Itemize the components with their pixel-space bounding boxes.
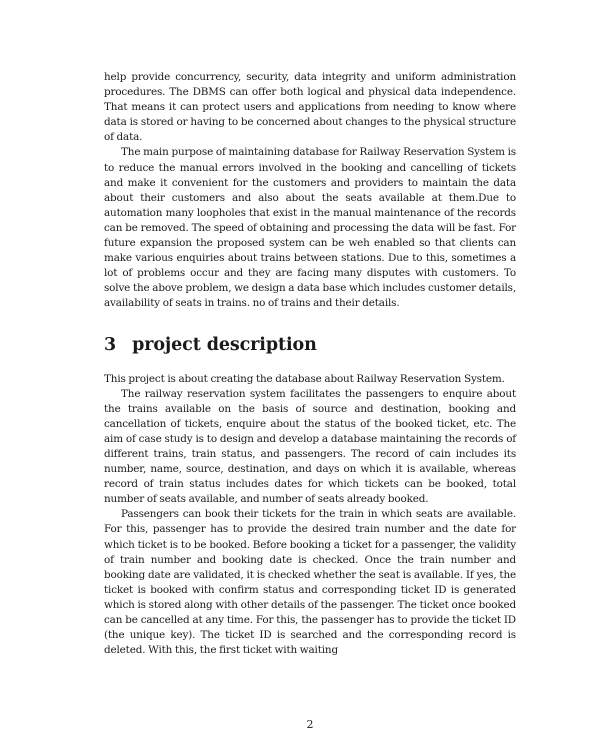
page-number: 2 (306, 718, 314, 731)
paragraph-dbms-intro: help provide concurrency, security, data integrity and uniform administration procedures. The DBMS can offer both logical and physical data independence. That means it can protect users and applications from needing to know where data is stored or having to be concerned about changes to the physical structure of data. (104, 71, 516, 144)
paragraph-system-facilitates: The railway reservation system facilitates the passengers to enquire about the trains available on the basis of source and destination, booking and cancellation of tickets, enquire about the status of the booked ticket, etc. The aim of case study is to design and develop a database maintaining the records of different trains, train status, and passengers. The record of cain includes its number, name, source, destination, and days on which it is available, whereas record of train status includes dates for which tickets can be booked, total number of seats available, and number of seats already booked. (104, 387, 516, 506)
section-heading (104, 334, 516, 356)
paragraph-booking-process: Passengers can book their tickets for the train in which seats are available. For this, passenger has to provide the desired train number and the date for which ticket is to be booked. Before booking a ticket for a passenger, the validity of train number and booking date is checked. Once the train number and booking date are validated, it is checked whether the seat is available. If yes, the ticket is booked with confirm status and corresponding ticket ID is generated which is stored along with other details of the passenger. The ticket once booked can be cancelled at any time. For this, the passenger has to provide the ticket ID (the unique key). The ticket ID is searched and the corresponding record is deleted. With this, the first ticket with waiting (104, 508, 516, 657)
section-title: project description (132, 334, 317, 355)
paragraph-main-purpose: The main purpose of maintaining database for Railway Reservation System is to reduce the manual errors involved in the booking and cancelling of tickets and make it convenient for the customers and providers to maintain the data about their customers and also about the seats available at them.Due to automation many loopholes that exist in the manual maintenance of the records can be removed. The speed of obtaining and processing the data will be fast. For future expansion the proposed system can be weh enabled so that clients can make various enquiries about trains between stations. Due to this, sometimes a lot of problems occur and they are facing many disputes with customers. To solve the above problem, we design a data base which includes customer details, availability of seats in trains. no of trains and their details. (104, 146, 516, 310)
paragraph-project-about: This project is about creating the database about Railway Reservation System. (104, 372, 505, 385)
section-number: 3 (104, 334, 117, 355)
document-page (104, 70, 516, 658)
